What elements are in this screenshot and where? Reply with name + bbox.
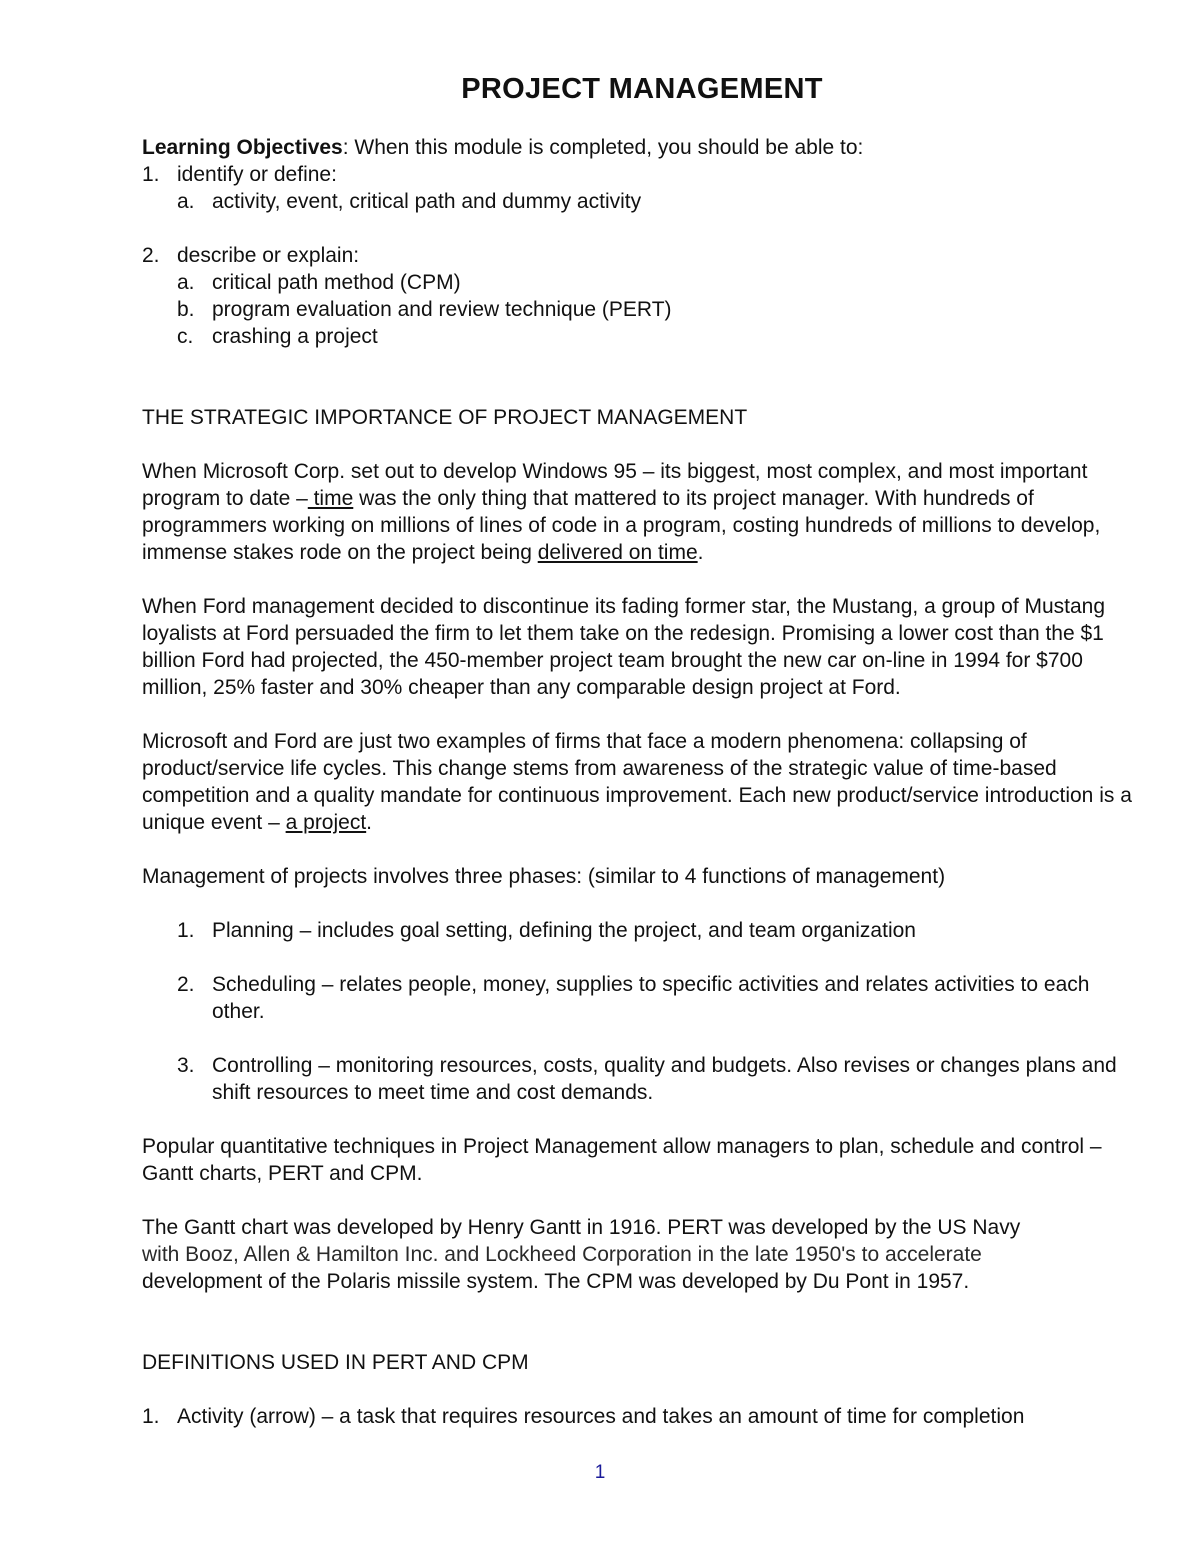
subitem-text: crashing a project: [212, 325, 378, 348]
paragraph-techniques: Popular quantitative techniques in Project Management allow managers to plan, schedule and control – Gantt charts, PERT and CPM.: [142, 1135, 1102, 1185]
definition-item: [142, 1403, 1142, 1430]
paragraph-text: When Microsoft Corp. set out to develop Windows 95 – its biggest, most complex, and most important program to date –: [142, 460, 1088, 510]
objective-item: [142, 161, 1142, 188]
objective-text: identify or define:: [177, 163, 337, 186]
paragraph-history: [142, 1214, 1142, 1295]
phase-text: Controlling – monitoring resources, costs, quality and budgets. Also revises or changes plans and shift resources to meet time and cost demands.: [212, 1054, 1117, 1104]
emphasis-time: time: [307, 487, 354, 510]
objectives-label: Learning Objectives: [142, 136, 343, 159]
emphasis-delivered-on-time: delivered on time: [537, 541, 698, 564]
subitem-text: program evaluation and review technique (PERT): [212, 298, 672, 321]
paragraph-text: .: [366, 811, 373, 834]
section-heading-strategic: THE STRATEGIC IMPORTANCE OF PROJECT MANAGEMENT: [142, 406, 748, 429]
paragraph-phases-intro: Management of projects involves three phases: (similar to 4 functions of management): [142, 865, 946, 888]
subitem-letter: c.: [177, 325, 194, 348]
subitem-text: critical path method (CPM): [212, 271, 461, 294]
paragraph-text: development of the Polaris missile system. The CPM was developed by Du Pont in 1957.: [142, 1270, 970, 1293]
emphasis-a-project: a project: [285, 811, 367, 834]
paragraph-text: Microsoft and Ford are just two examples of firms that face a modern phenomena: collapsing of product/service life cycles. This change stems from awareness of the strategic value of time-based competition and a quality mandate for continuous improvement. Each new product/service introduction is a unique event –: [142, 730, 1132, 834]
objective-text: describe or explain:: [177, 244, 360, 267]
phase-text: Scheduling – relates people, money, supplies to specific activities and relates activities to each other.: [212, 973, 1090, 1023]
page-number: 1: [594, 1462, 606, 1483]
paragraph-text: .: [697, 541, 704, 564]
document-page: [142, 70, 1142, 1430]
subitem-letter: a.: [177, 190, 195, 213]
phase-number: 1.: [177, 919, 195, 942]
objective-number: 1.: [142, 163, 160, 186]
phase-item: [142, 971, 1142, 1025]
phase-number: 2.: [177, 973, 195, 996]
objective-item: [142, 242, 1142, 269]
definition-number: 1.: [142, 1405, 160, 1428]
objective-subitem: [142, 269, 1142, 296]
paragraph-microsoft: [142, 458, 1142, 566]
page-title: PROJECT MANAGEMENT: [461, 73, 823, 105]
phase-item: [142, 1052, 1142, 1106]
objective-subitem: [142, 323, 1142, 350]
definition-text: Activity (arrow) – a task that requires resources and takes an amount of time for completion: [177, 1405, 1025, 1428]
phase-text: Planning – includes goal setting, defining the project, and team organization: [212, 919, 916, 942]
phase-number: 3.: [177, 1054, 195, 1077]
paragraph-text: with Booz, Allen & Hamilton Inc. and Lockheed Corporation in the late 1950's to accelerate: [142, 1243, 982, 1266]
paragraph-text: was the only thing that mattered to its project manager. With hundreds of programmers working on millions of lines of code in a program, costing hundreds of millions to develop, immense stakes rode on the project being: [142, 487, 1101, 564]
objective-subitem: [142, 296, 1142, 323]
section-heading-definitions: DEFINITIONS USED IN PERT AND CPM: [142, 1351, 529, 1374]
subitem-letter: a.: [177, 271, 195, 294]
subitem-text: activity, event, critical path and dummy activity: [212, 190, 642, 213]
paragraph-text: The Gantt chart was developed by Henry Gantt in 1916. PERT was developed by the US Navy: [142, 1216, 1021, 1239]
objectives-intro-text: : When this module is completed, you should be able to:: [342, 136, 864, 159]
paragraph-examples: [142, 728, 1142, 836]
phase-item: [142, 917, 1142, 944]
paragraph-ford: When Ford management decided to discontinue its fading former star, the Mustang, a group of Mustang loyalists at Ford persuaded the firm to let them take on the redesign. Promising a lower cost than the $1 billion Ford had projected, the 450-member project team brought the new car on-line in 1994 for $700 million, 25% faster and 30% cheaper than any comparable design project at Ford.: [142, 595, 1106, 699]
subitem-letter: b.: [177, 298, 195, 321]
objective-number: 2.: [142, 244, 160, 267]
objectives-intro: [142, 134, 1142, 161]
objective-subitem: [142, 188, 1142, 215]
